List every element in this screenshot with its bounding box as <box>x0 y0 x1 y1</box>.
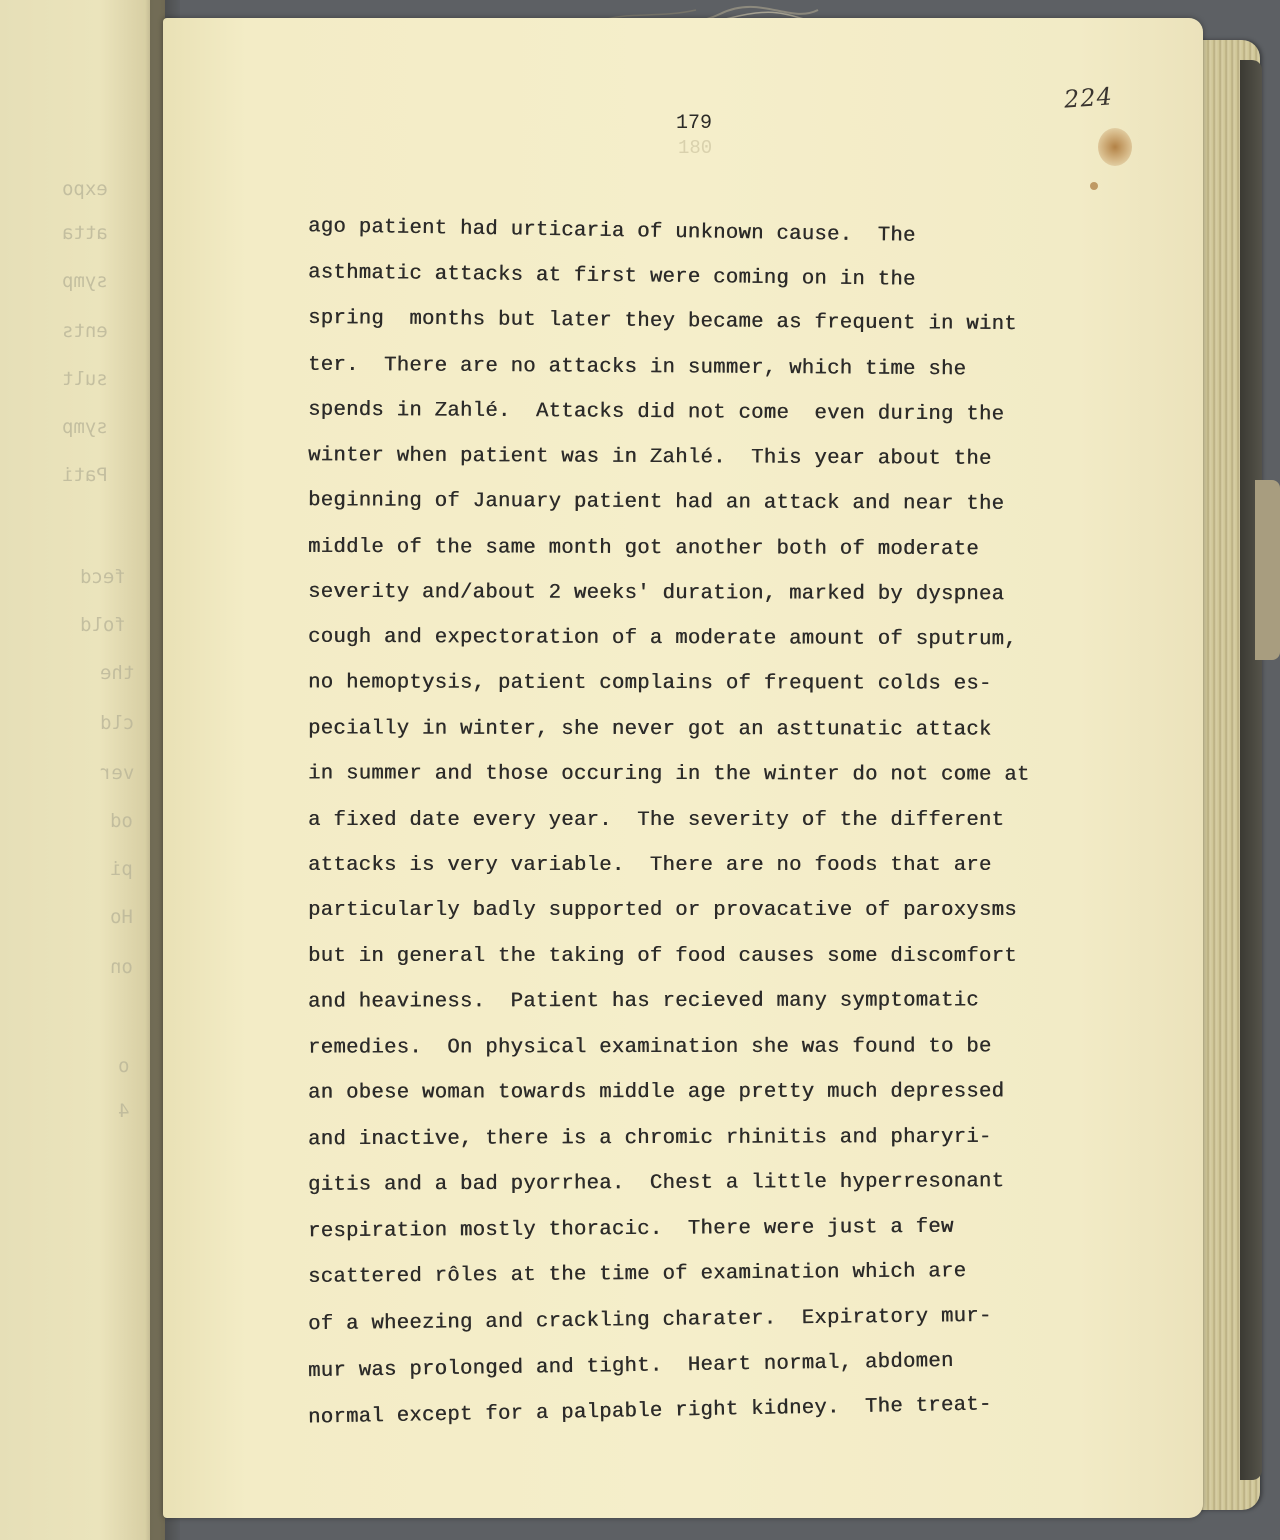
ghost-fragment: cld <box>100 712 135 734</box>
text-line: but in general the taking of food causes some discomfort <box>308 945 1017 968</box>
text-line: middle of the same month got another both of moderate <box>307 535 979 562</box>
text-line: respiration mostly thoracic. There were just a few <box>307 1215 954 1244</box>
ghost-fragment: Ho <box>110 906 133 928</box>
ghost-fragment: symp <box>62 270 108 292</box>
ghost-fragment: o <box>118 1055 130 1077</box>
text-line: attacks is very variable. There are no foods that are <box>308 854 992 877</box>
text-line: ter. There are no attacks in summer, which time she <box>307 353 967 382</box>
text-line: beginning of January patient had an attack and near the <box>307 489 1005 516</box>
text-line: ago patient had urticaria of unknown cause. The <box>307 215 916 248</box>
text-line: and heaviness. Patient has recieved many symptomatic <box>307 989 979 1014</box>
handwritten-folio-number: 224 <box>1063 82 1114 114</box>
cover-edge <box>1240 60 1262 1480</box>
ghost-fragment: fecd <box>80 566 126 588</box>
text-line: spring months but later they became as frequent in wint <box>307 306 1017 337</box>
text-line: an obese woman towards middle age pretty much depressed <box>307 1080 1005 1105</box>
text-line: normal except for a palpable right kidney. The treat- <box>307 1393 992 1430</box>
ghost-fragment: sult <box>62 368 108 390</box>
ghost-fragment: the <box>100 662 135 684</box>
foxing-stain <box>1098 128 1132 166</box>
ghost-fragment: pi <box>110 858 133 880</box>
text-line: gitis and a bad pyorrhea. Chest a little hyperresonant <box>307 1170 1005 1197</box>
ghost-fragment: Pati <box>62 464 108 486</box>
ghost-fragment: atta <box>62 222 108 244</box>
text-line: in summer and those occuring in the winter do not come at <box>307 762 1030 787</box>
text-line: severity and/about 2 weeks' duration, marked by dyspnea <box>307 580 1005 607</box>
ghost-fragment: symp <box>62 416 108 438</box>
text-line: a fixed date every year. The severity of the different <box>308 809 1005 832</box>
torn-page-edge <box>1255 480 1280 660</box>
text-line: of a wheezing and crackling charater. Expiratory mur- <box>307 1304 992 1337</box>
text-line: and inactive, there is a chromic rhinitis and pharyri- <box>307 1125 992 1152</box>
foxing-stain-small <box>1090 182 1098 190</box>
text-line: no hemoptysis, patient complains of frequent colds es- <box>307 671 992 696</box>
ghost-fragment: ents <box>62 320 108 342</box>
ghost-fragment: fold <box>80 614 126 636</box>
ghost-fragment: ver <box>100 762 135 784</box>
text-line: asthmatic attacks at first were coming on in the <box>307 261 916 292</box>
text-line: winter when patient was in Zahlé. This year about the <box>307 444 992 471</box>
text-line: scattered rôles at the time of examination which are <box>307 1260 967 1289</box>
ghost-fragment: 4 <box>118 1100 130 1122</box>
left-page-bleed-through <box>0 0 165 1540</box>
ghost-fragment: od <box>110 810 133 832</box>
text-line: spends in Zahlé. Attacks did not come even during the <box>307 398 1005 427</box>
text-line: mur was prolonged and tight. Heart normal, abdomen <box>307 1349 954 1384</box>
text-line: remedies. On physical examination she was found to be <box>307 1035 992 1060</box>
ghost-fragment: on <box>110 956 133 978</box>
page-number: 179 <box>676 112 713 135</box>
bleed-through-page-number: 180 <box>678 137 713 159</box>
text-line: particularly badly supported or provacative of paroxysms <box>308 899 1017 922</box>
text-line: cough and expectoration of a moderate amount of sputrum, <box>307 625 1017 652</box>
text-line: pecially in winter, she never got an asttunatic attack <box>307 717 992 742</box>
ghost-fragment: expo <box>62 178 108 200</box>
